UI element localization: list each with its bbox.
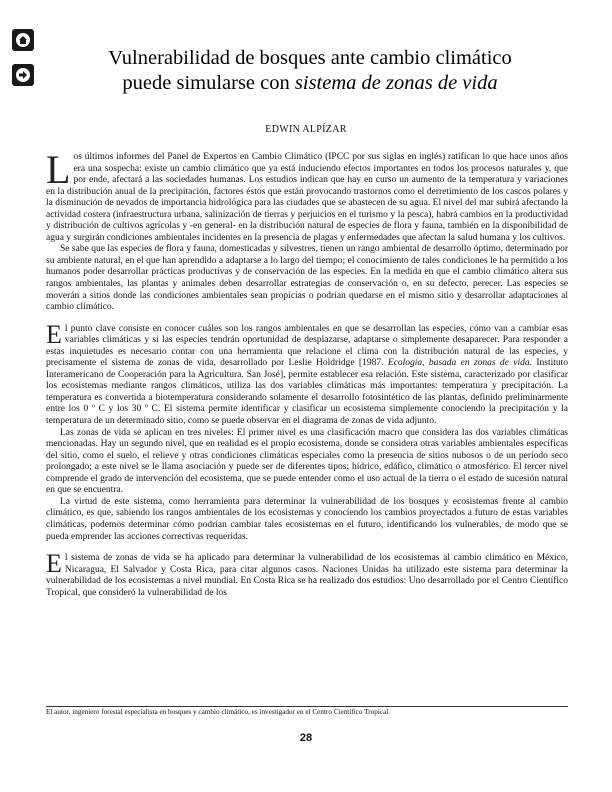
dropcap: L <box>46 147 71 192</box>
paragraph-1 <box>46 147 568 244</box>
title-line-2 <box>60 71 560 96</box>
dropcap: E <box>46 549 62 579</box>
next-page-button[interactable] <box>12 64 34 86</box>
article-body <box>46 147 568 599</box>
paragraph-1-text: os últimos informes del Panel de Expertos en Cambio Climático (IPCC por sus siglas en inglés) ratifican lo que hace unos años era una sospecha: existe un cambio climático que ya está induciendo efectos importantes en todos los procesos naturales y, que por ende, afectará a las sociedades humanas. Los estudios indican que hay en curso un aumento de la temperatura y variaciones en la distribución anual de la precipitación, factores éstos que están provocando trastornos como el derretimiento de los cascos polares y la disminución de nevados de importancia hidrológica para las ciudades que se abastecen de su agua. El nivel del mar subirá afectando la actividad costera (infraestructura urbana, salinización de tierras y perjuicios en el turismo y la pesca), habrá cambios en la productividad y distribución de cultivos agrícolas y -en general- en la distribución natural de especies de flora y fauna, también en la disponibilidad de agua y surgirán condiciones ambientales incidentes en la presencia de plagas y enfermedades que afectan la salud humana y los cultivos. <box>46 152 568 243</box>
book-title: Ecología, basada en zonas de vida <box>387 358 530 369</box>
footnote: El autor, ingeniero forestal especialista en bosques y cambio climático, es investigador en el Centro Científico Tropical. <box>46 708 391 716</box>
paragraph-4: Las zonas de vida se aplican en tres niveles: El primer nivel es una clasificación macro que considera las dos variables climáticas mencionadas. Hay un segundo nivel, que en realidad es el propio ecosistema, donde se considera otras variables ambientales específicas del sitio, como el suelo, el relieve y otras condiciones climáticas especiales como la presencia de sitios nubosos o de un período seco prolongado; a este nivel se le llama asociación y puede ser de diferentes tipos: hídrico, edáfico, climático o atmosférico. El tercer nivel comprende el grado de intervención del ecosistema, que se puede entender como el uso actual de la tierra o el estado de sucesión natural en que se encuentra. <box>46 427 568 496</box>
title-line-1: Vulnerabilidad de bosques ante cambio climático <box>108 47 512 69</box>
dropcap: E <box>46 319 62 349</box>
paragraph-5: La virtud de este sistema, como herramienta para determinar la vulnerabilidad de los bosques y ecosistemas frente al cambio climático, es que, sabiendo los rangos ambientales de los ecosistemas y conociendo los cambios proyectados a futuro de estas variables climáticas, podemos determinar cómo podrían cambiar tales ecosistemas en el futuro, identificando los vulnerables, de modo que se pueda emprender las acciones correctivas requeridas. <box>46 496 568 542</box>
home-button[interactable] <box>12 29 34 51</box>
home-icon <box>16 33 30 47</box>
article-title <box>60 46 560 96</box>
paragraph-3 <box>46 319 568 428</box>
author-name: EDWIN ALPÍZAR <box>265 124 347 135</box>
page-number: 28 <box>299 732 313 744</box>
title-line-2-italic: sistema de zonas de vida <box>294 72 498 94</box>
paragraph-3-text-a: l punto clave consiste en conocer cuáles son los rangos ambientales en que se desarrollan las especies, cómo van a cambiar esas variables climáticas y si las especies tendrán oportunidad de desplazarse, adaptarse o simplemente desaparecer. Para responder a estas inquietudes es necesario contar con una herramienta que relacione el clima con la distribución natural de las especies, y precisamente el sistema de zonas de vida, desarrollado por Leslie Holdridge [1987. <box>46 323 568 369</box>
paragraph-3-text-b: . Instituto Interamericano de Cooperación para la Agricultura. San José], permite establecer esa relación. Este sistema, caracterizado por clasificar los ecosistemas mediante rangos climáticos, utiliza las dos variables climáticas más importantes: temperatura y precipitación. La temperatura es convertida a biotemperatura considerando solamente el desarrollo fotosintético de las plantas, definido preliminarmente entre los 0 º C y los 30 º C. El sistema permite identificar y clasificar un ecosistema simplemente conociendo la precipitación y la temperatura de un determinado sitio, como se puede observar en el diagrama de zonas de vida adjunto. <box>46 358 568 427</box>
paragraph-2: Se sabe que las especies de flora y fauna, domesticadas y silvestres, tienen un rango ambiental de desarrollo óptimo, determinado por su ambiente natural, en el que han aprendido a adaptarse a lo largo del tiempo; el conocimiento de tales condiciones le ha permitido a los humanos poder desarrollar prácticas productivas y de conservación de las especies. En la medida en que el cambio climático altera sus rangos ambientales, las plantas y animales deben desarrollar estrategias de conservación o, en su defecto, perecer. Las especies se moverán a sitios donde las condiciones ambientales sean propicias o podrían quedarse en el mismo sitio y desarrollar adaptaciones al cambio climático. <box>46 244 568 313</box>
paragraph-6-text: l sistema de zonas de vida se ha aplicado para determinar la vulnerabilidad de los ecosistemas al cambio climático en México, Nicaragua, El Salvador y Costa Rica, para citar algunos casos. Naciones Unidas ha utilizado este sistema para determinar la vulnerabilidad de los ecosistemas a nivel mundial. En Costa Rica se ha realizado dos estudios: Uno desarrollado por el Centro Científico Tropical, que consideró la vulnerabilidad de los <box>46 553 568 598</box>
title-line-2-plain: puede simularse con <box>122 72 295 94</box>
paragraph-6 <box>46 549 568 599</box>
arrow-right-icon <box>16 68 30 82</box>
footnote-divider <box>46 706 568 707</box>
